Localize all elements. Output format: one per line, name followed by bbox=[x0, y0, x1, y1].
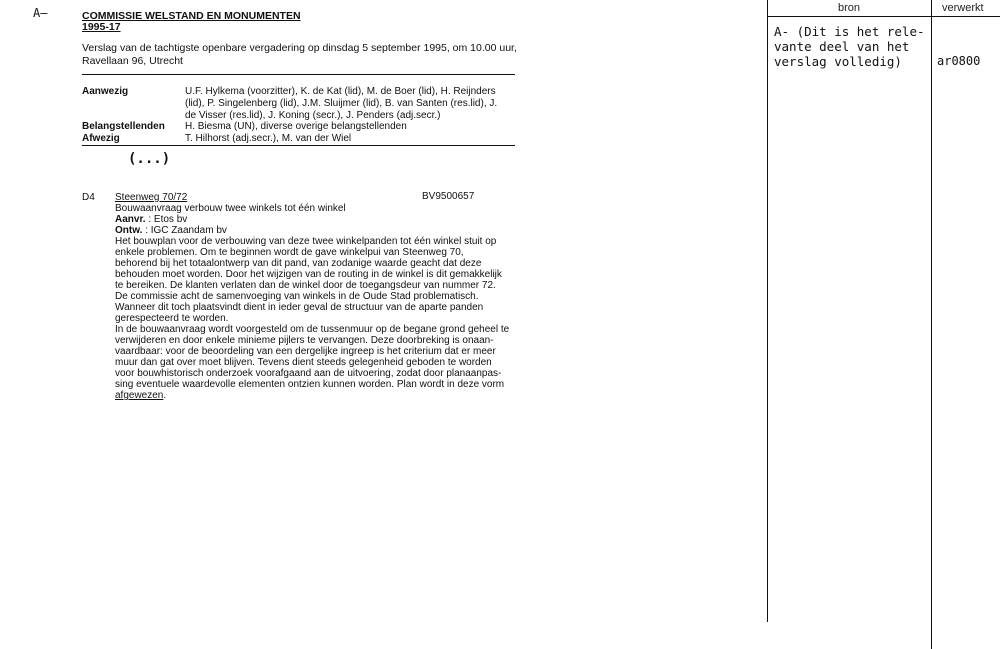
archive-code: ar0800 bbox=[937, 54, 981, 68]
body-line: muur dan gat over moet blijven. Tevens dient steeds gelegenheid geboden te worden bbox=[115, 357, 492, 368]
header-divider bbox=[82, 74, 515, 75]
form-header-rule bbox=[767, 16, 1000, 17]
stakeholders-text: H. Biesma (UN), diverse overige belangstellenden bbox=[185, 121, 407, 132]
margin-marker: A– bbox=[33, 6, 48, 20]
present-line: U.F. Hylkema (voorzitter), K. de Kat (lid), M. de Boer (lid), H. Reijnders bbox=[185, 86, 496, 97]
item-reference: BV9500657 bbox=[422, 191, 475, 202]
item-designer bbox=[115, 225, 227, 236]
item-applicant bbox=[115, 214, 187, 225]
item-address: Steenweg 70/72 bbox=[115, 192, 188, 203]
body-line: sing eventuele waardevolle elementen ontzien kunnen worden. Plan wordt in deze vorm bbox=[115, 379, 505, 390]
verdict-word: afgewezen bbox=[115, 390, 164, 401]
body-line: Wanneer dit toch plaatsvindt dient in ieder geval de structuur van de aparte panden bbox=[115, 302, 484, 313]
form-column-divider bbox=[931, 0, 932, 649]
body-line: gerespecteerd te worden. bbox=[115, 313, 229, 324]
body-line: In de bouwaanvraag wordt voorgesteld om de tussenmuur op de begane grond geheel te bbox=[115, 324, 510, 335]
body-line: te bereiken. De klanten verlaten dan de winkel door de toegangsdeur van nummer 72. bbox=[115, 280, 496, 291]
item-request: Bouwaanvraag verbouw twee winkels tot één winkel bbox=[115, 203, 346, 214]
body-line: De commissie acht de samenvoeging van winkels in de Oude Stad problematisch. bbox=[115, 291, 479, 302]
form-left-border bbox=[767, 0, 768, 622]
present-line: (lid), P. Singelenberg (lid), J.M. Sluijmer (lid), B. van Santen (res.lid), J. bbox=[185, 98, 498, 109]
side-note-line: A- (Dit is het rele- bbox=[774, 24, 925, 39]
side-note-line: verslag volledig) bbox=[774, 54, 902, 69]
body-line: voor bouwhistorisch onderzoek voorafgaand aan de uitvoering, zodat door planaanpas- bbox=[115, 368, 502, 379]
designer-label: Ontw. bbox=[115, 225, 143, 236]
side-note bbox=[774, 24, 925, 69]
absent-text: T. Hilhorst (adj.secr.), M. van der Wiel bbox=[185, 133, 352, 144]
body-line: vaardbaar: voor de beoordeling van een dergelijke ingreep is het criterium dat er meer bbox=[115, 346, 496, 357]
body-line-final bbox=[115, 390, 166, 401]
stakeholders-label: Belangstellenden bbox=[82, 121, 165, 132]
present-list bbox=[185, 86, 520, 122]
absent-label: Afwezig bbox=[82, 133, 120, 144]
side-note-line: vante deel van het bbox=[774, 39, 910, 54]
present-label: Aanwezig bbox=[82, 86, 129, 97]
designer-value: : IGC Zaandam bv bbox=[145, 225, 227, 236]
column-header-bron: bron bbox=[838, 2, 861, 14]
body-line: Het bouwplan voor de verbouwing van deze twee winkelpanden tot één winkel stuit op bbox=[115, 236, 497, 247]
body-line: enkele problemen. Om te beginnen wordt de gave winkelpui van Steenweg 70, bbox=[115, 247, 464, 258]
meeting-subtitle-line2: Ravellaan 96, Utrecht bbox=[82, 55, 183, 67]
ellipsis-mark: (...) bbox=[128, 151, 171, 167]
body-line: behorend bij het totaalontwerp van dit pand, van zodanige waarde geacht dat deze bbox=[115, 258, 482, 269]
verdict-punct: . bbox=[163, 390, 167, 401]
body-line: behouden moet worden. Door het wijzigen van de routing in de winkel is dit gemakkelijk bbox=[115, 269, 502, 280]
column-header-verwerkt: verwerkt bbox=[942, 2, 984, 14]
item-code: D4 bbox=[82, 192, 95, 203]
document-title: COMMISSIE WELSTAND EN MONUMENTEN bbox=[82, 10, 301, 22]
applicant-value: : Etos bv bbox=[148, 214, 188, 225]
body-line: verwijderen en door enkele minieme pijlers te vervangen. Deze doorbreking is onaan- bbox=[115, 335, 494, 346]
attendance-divider bbox=[82, 145, 515, 146]
present-line: de Visser (res.lid), J. Koning (secr.), J. Penders (adj.secr.) bbox=[185, 110, 441, 121]
meeting-subtitle-line1: Verslag van de tachtigste openbare vergadering op dinsdag 5 september 1995, om 10.00 uur, bbox=[82, 42, 517, 54]
meeting-number: 1995-17 bbox=[82, 21, 121, 33]
applicant-label: Aanvr. bbox=[115, 214, 146, 225]
